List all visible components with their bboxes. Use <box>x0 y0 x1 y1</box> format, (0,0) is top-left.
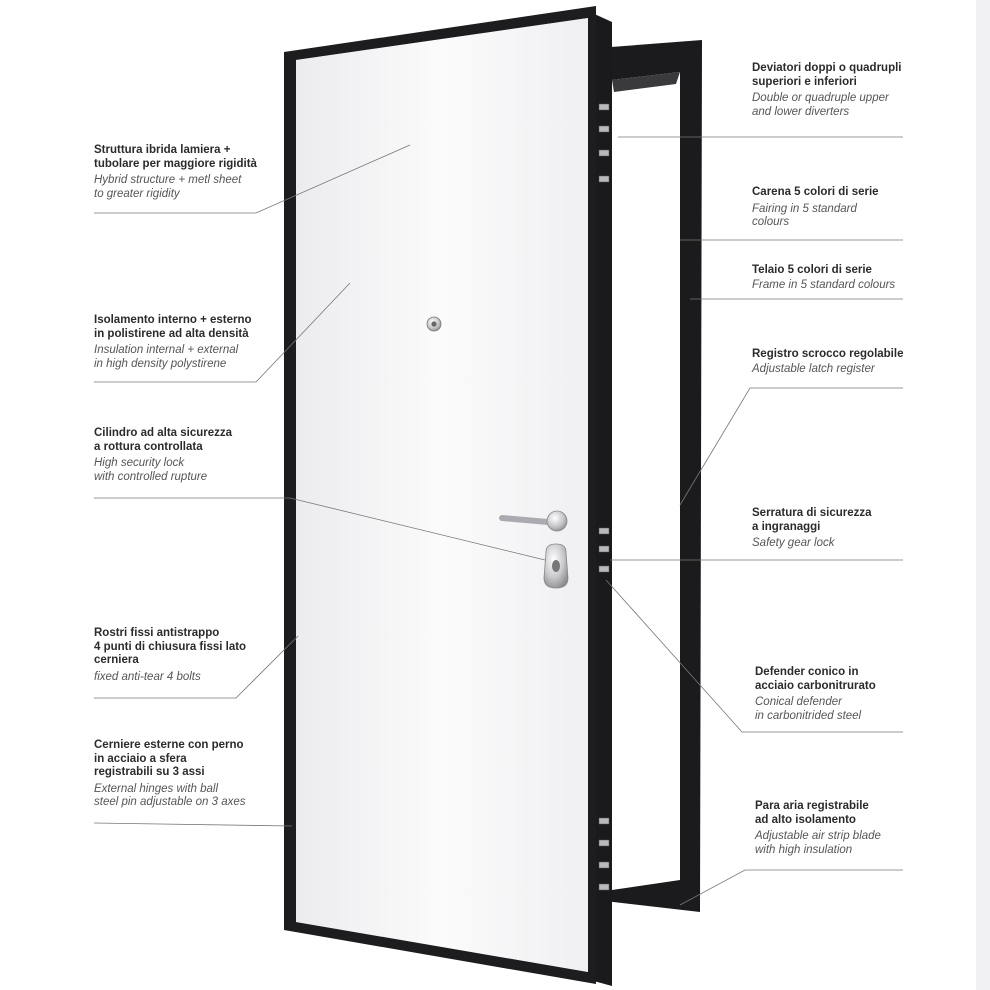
callout-hinges-en: External hinges with ball steel pin adjustable on 3 axes <box>94 782 246 808</box>
callout-structure-it: Struttura ibrida lamiera + tubolare per maggiore rigidità <box>94 144 257 170</box>
bolt <box>599 840 609 846</box>
door-panel-shade <box>296 18 588 972</box>
callout-fairing <box>752 186 879 230</box>
callout-defender-it: Defender conico in acciaio carbonitrurato <box>755 666 876 692</box>
callout-bolts-en: fixed anti-tear 4 bolts <box>94 670 201 683</box>
bolt <box>599 862 609 868</box>
callout-fairing-en: Fairing in 5 standard colours <box>752 202 857 228</box>
callout-structure-en: Hybrid structure + metl sheet to greater rigidity <box>94 174 242 200</box>
callout-airstrip <box>755 800 881 857</box>
callout-structure <box>94 144 257 201</box>
callout-diverters-it: Deviatori doppi o quadrupli superiori e inferiori <box>752 62 902 88</box>
callout-latch-en: Adjustable latch register <box>752 362 875 375</box>
bolt <box>599 126 609 132</box>
callout-cylinder-it: Cilindro ad alta sicurezza a rottura controllata <box>94 427 233 453</box>
callout-insulation-en: Insulation internal + external in high density polystirene <box>94 344 239 370</box>
handle-rosette <box>547 511 567 531</box>
callout-gearlock-en: Safety gear lock <box>752 537 835 549</box>
callout-defender-en: Conical defender in carbonitrided steel <box>755 696 862 722</box>
callout-cylinder-en: High security lock with controlled rupture <box>94 457 208 483</box>
bolt <box>599 884 609 890</box>
callout-diverters <box>752 62 902 119</box>
bolt <box>599 104 609 110</box>
callout-latch-it: Registro scrocco regolabile <box>752 348 904 360</box>
callout-latch <box>752 348 903 376</box>
callout-hinges <box>94 739 246 810</box>
callout-bolts-it: Rostri fissi antistrappo 4 punti di chiusura fissi lato cerniera <box>94 627 247 666</box>
leader-airstrip <box>680 870 903 905</box>
callout-fairing-it: Carena 5 colori di serie <box>752 186 879 198</box>
bolt <box>599 566 609 572</box>
callout-diverters-en: Double or quadruple upper and lower diverters <box>752 92 889 118</box>
leader-hinges <box>94 823 292 826</box>
bolt <box>599 546 609 552</box>
callout-gearlock-it: Serratura di sicurezza a ingranaggi <box>752 507 872 533</box>
callout-frame-en: Frame in 5 standard colours <box>752 278 896 291</box>
callout-airstrip-it: Para aria registrabile ad alto isolamento <box>755 800 869 826</box>
callout-defender <box>755 666 876 723</box>
bolt <box>599 818 609 824</box>
callout-insulation-it: Isolamento interno + esterno in polistirene ad alta densità <box>94 314 252 340</box>
callout-gearlock <box>752 507 872 551</box>
callout-cylinder <box>94 427 232 484</box>
frame-opening <box>612 72 680 890</box>
callout-bolts <box>94 627 246 684</box>
bolt <box>599 150 609 156</box>
callout-insulation <box>94 314 252 371</box>
bolt <box>599 176 609 182</box>
peephole-lens <box>431 321 436 326</box>
callout-frame-it: Telaio 5 colori di serie <box>752 264 872 276</box>
callout-airstrip-en: Adjustable air strip blade with high insulation <box>755 830 881 856</box>
lock-keyhole <box>552 560 560 572</box>
callout-hinges-it: Cerniere esterne con perno in acciaio a sfera registrabili su 3 assi <box>94 739 244 778</box>
leader-latch <box>680 388 903 505</box>
bolt <box>599 528 609 534</box>
callout-frame <box>752 264 895 292</box>
